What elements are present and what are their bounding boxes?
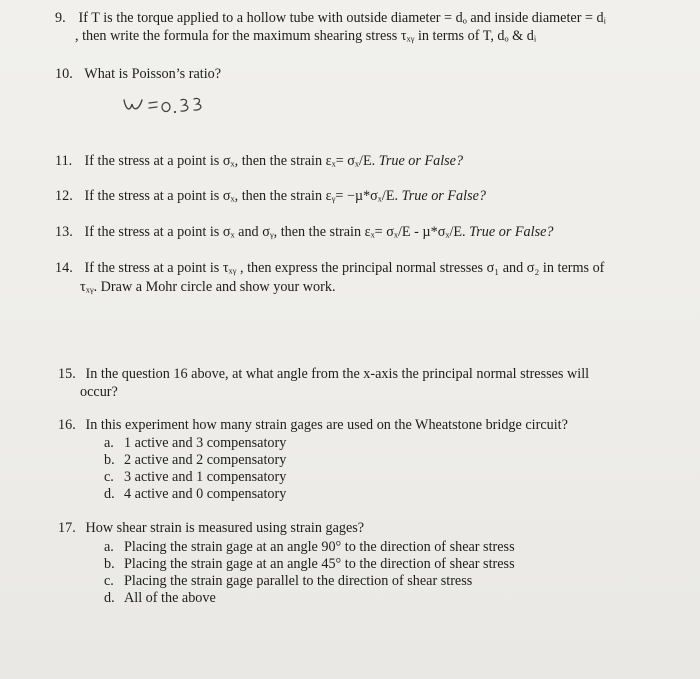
question-text: How shear strain is measured using strain gages? [85,520,365,536]
question-number: 11. [55,153,73,169]
question-text: , then write the formula for the maximum shearing stress τₓᵧ in terms of T, dₒ & dᵢ [75,28,537,44]
option-letter: d. [104,486,115,502]
option-17c[interactable] [104,573,472,590]
handwritten-answer [120,92,230,118]
question-11 [55,153,463,170]
question-15 [58,366,589,383]
question-text: If the stress at a point is τₓᵧ , then express the principal normal stresses σ₁ and σ₂ in terms of [84,260,605,276]
option-letter: c. [104,469,114,485]
option-letter: a. [104,539,114,555]
question-16 [58,417,568,434]
option-16b[interactable] [104,452,286,469]
option-16a[interactable] [104,435,286,452]
question-text: τₓᵧ. Draw a Mohr circle and show your work. [80,279,336,295]
option-17b[interactable] [104,556,515,573]
option-text: Placing the strain gage parallel to the direction of shear stress [124,573,473,589]
option-letter: c. [104,573,114,589]
question-13 [55,224,554,241]
option-17a[interactable] [104,539,515,556]
true-false-prompt: True or False? [401,188,486,204]
question-text: In this experiment how many strain gages are used on the Wheatstone bridge circuit? [85,417,568,433]
question-9 [55,10,606,27]
question-12 [55,188,486,205]
question-10 [55,66,221,83]
option-letter: a. [104,435,114,451]
option-text: 3 active and 1 compensatory [124,469,287,485]
true-false-prompt: True or False? [469,224,554,240]
question-9-continued [75,28,536,45]
question-number: 9. [55,10,66,26]
question-number: 16. [58,417,76,433]
option-text: 2 active and 2 compensatory [124,452,287,468]
question-text: If the stress at a point is σₓ, then the strain εᵧ= −µ*σₓ/E. [84,188,399,204]
question-number: 15. [58,366,76,382]
question-text: What is Poisson’s ratio? [84,66,222,82]
true-false-prompt: True or False? [378,153,464,169]
question-number: 12. [55,188,73,204]
question-15-continued [80,384,118,401]
question-text: If the stress at a point is σₓ and σᵧ, then the strain εₓ= σₓ/E - µ*σₓ/E. [84,224,466,240]
question-number: 10. [55,66,73,82]
option-text: 1 active and 3 compensatory [124,435,287,451]
option-letter: d. [104,590,115,606]
option-text: Placing the strain gage at an angle 90° to the direction of shear stress [124,539,515,555]
option-text: All of the above [124,590,216,606]
handwritten-answer-drawing [120,92,230,118]
question-number: 13. [55,224,73,240]
option-16d[interactable] [104,486,286,503]
question-text: In the question 16 above, at what angle from the x-axis the principal normal stresses will [85,366,590,382]
option-letter: b. [104,556,115,572]
option-16c[interactable] [104,469,286,486]
question-number: 17. [58,520,76,536]
question-text: occur? [80,384,118,400]
question-17 [58,520,364,537]
question-text: If the stress at a point is σₓ, then the strain εₓ= σₓ/E. [84,153,376,169]
option-text: Placing the strain gage at an angle 45° to the direction of shear stress [124,556,515,572]
question-number: 14. [55,260,73,276]
option-17d[interactable] [104,590,216,607]
question-14 [55,260,604,277]
question-text: If T is the torque applied to a hollow tube with outside diameter = dₒ and inside diameter = dᵢ [78,10,606,26]
option-text: 4 active and 0 compensatory [124,486,287,502]
option-letter: b. [104,452,115,468]
question-14-continued [80,279,336,296]
